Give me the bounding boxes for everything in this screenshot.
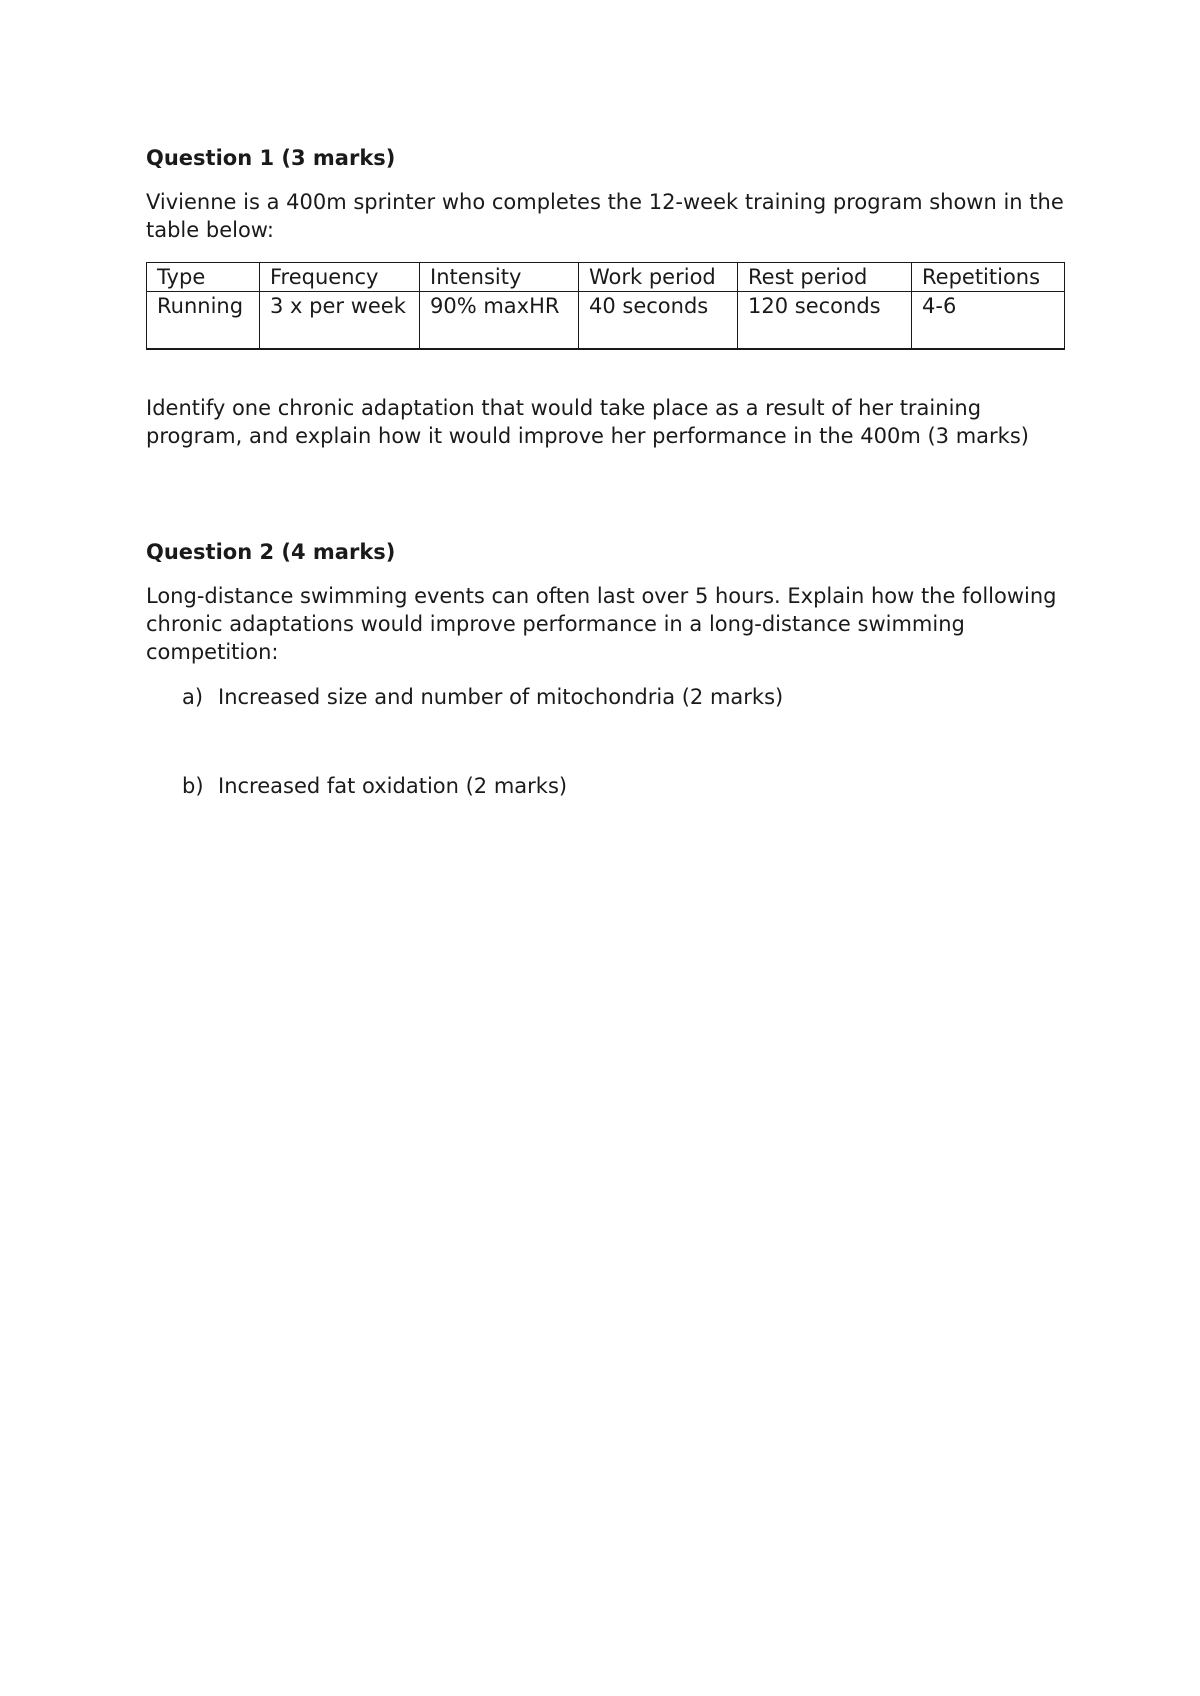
table-cell: Running	[147, 292, 260, 350]
table-cell: 90% maxHR	[420, 292, 579, 350]
table-header-cell: Repetitions	[912, 263, 1065, 292]
table-header-row	[147, 263, 1065, 292]
table-header-cell: Frequency	[260, 263, 420, 292]
table-header-cell: Work period	[579, 263, 738, 292]
part-text: Increased fat oxidation (2 marks)	[218, 774, 568, 798]
table-cell: 4-6	[912, 292, 1065, 350]
table-header-cell: Type	[147, 263, 260, 292]
question-2-heading: Question 2 (4 marks)	[146, 540, 396, 564]
table-cell: 120 seconds	[738, 292, 912, 350]
table-header-cell: Rest period	[738, 263, 912, 292]
table-row	[147, 292, 1065, 350]
question-1-heading: Question 1 (3 marks)	[146, 146, 396, 170]
part-text: Increased size and number of mitochondria (2 marks)	[218, 685, 784, 709]
question-1-intro: Vivienne is a 400m sprinter who completes the 12-week training program shown in the table below:	[146, 190, 1064, 242]
table-header-cell: Intensity	[420, 263, 579, 292]
part-marker: a)	[182, 685, 204, 709]
part-marker: b)	[182, 774, 204, 798]
training-program-table	[146, 262, 1065, 350]
table-cell: 3 x per week	[260, 292, 420, 350]
question-2-part-b	[182, 772, 567, 800]
table-cell: 40 seconds	[579, 292, 738, 350]
question-2-part-a	[182, 683, 783, 711]
question-1-prompt: Identify one chronic adaptation that would take place as a result of her training program, and explain how it would improve her performance in the 400m (3 marks)	[146, 396, 1029, 448]
question-2-intro: Long-distance swimming events can often last over 5 hours. Explain how the following chronic adaptations would improve performance in a long-distance swimming competition:	[146, 584, 1057, 664]
